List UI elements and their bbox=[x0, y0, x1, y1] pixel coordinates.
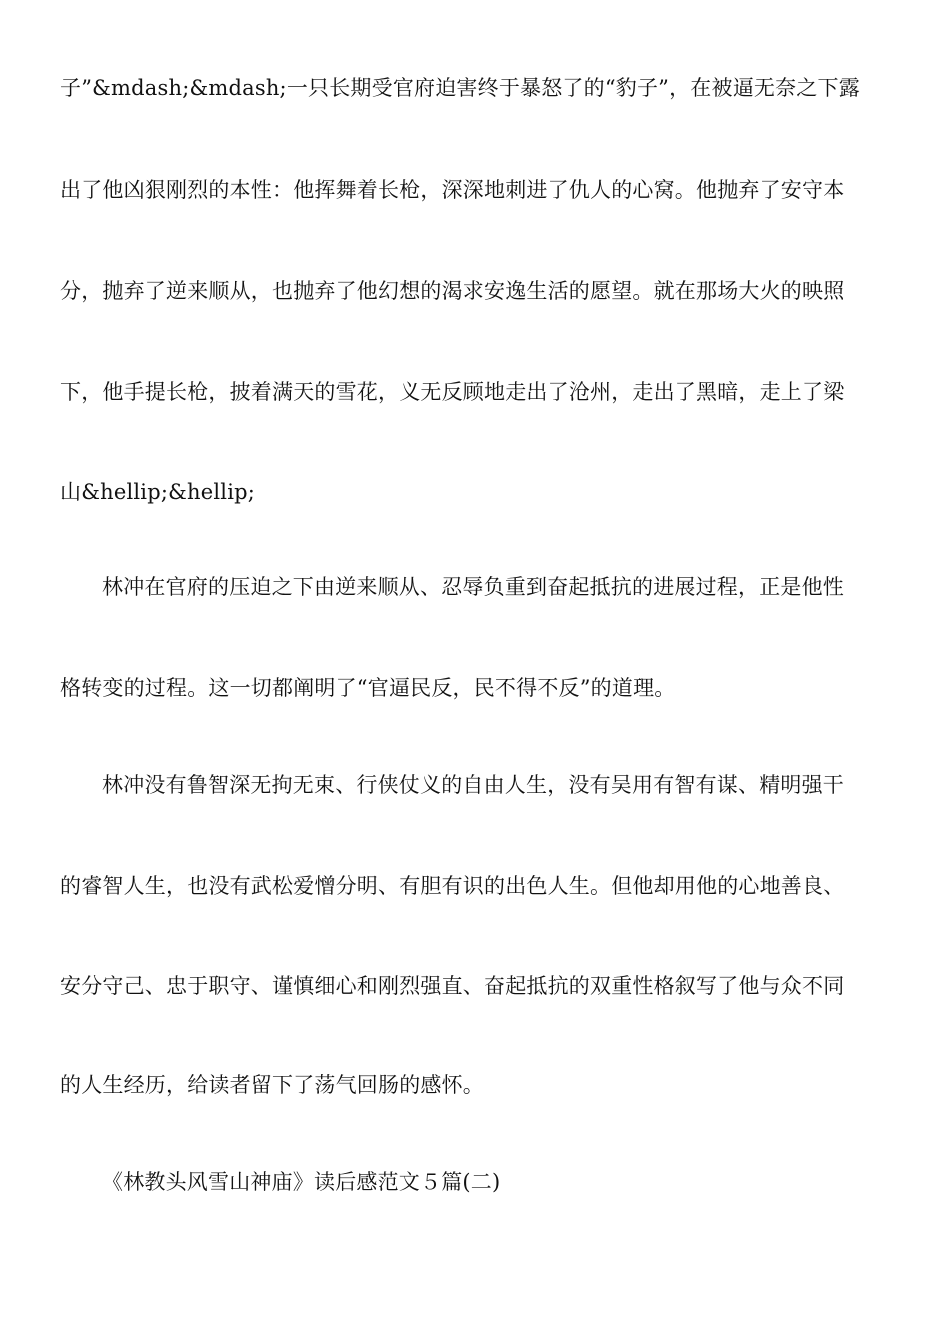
paragraph-line: 的睿智人生，也没有武松爱憎分明、有胆有识的出色人生。但他却用他的心地善良、 bbox=[60, 874, 845, 898]
paragraph-line: 格转变的过程。这一切都阐明了“官逼民反，民不得不反”的道理。 bbox=[60, 676, 676, 700]
paragraph-line: 林冲没有鲁智深无拘无束、行侠仗义的自由人生，没有吴用有智有谋、精明强干 bbox=[102, 773, 844, 797]
paragraph-line: 分，抛弃了逆来顺从，也抛弃了他幻想的渴求安逸生活的愿望。就在那场大火的映照 bbox=[60, 279, 845, 303]
section-heading: 《林教头风雪山神庙》读后感范文５篇(二) bbox=[102, 1170, 501, 1194]
paragraph-line: 出了他凶狠刚烈的本性：他挥舞着长枪，深深地刺进了仇人的心窝。他抛弃了安守本 bbox=[60, 178, 845, 202]
paragraph-line: 安分守己、忠于职守、谨慎细心和刚烈强直、奋起抵抗的双重性格叙写了他与众不同 bbox=[60, 974, 845, 998]
paragraph-line: 林冲在官府的压迫之下由逆来顺从、忍辱负重到奋起抵抗的进展过程，正是他性 bbox=[102, 575, 844, 599]
paragraph-line: 山&hellip;&hellip; bbox=[60, 480, 256, 504]
paragraph-line: 的人生经历，给读者留下了荡气回肠的感怀。 bbox=[60, 1073, 484, 1097]
paragraph-line: 下，他手提长枪，披着满天的雪花，义无反顾地走出了沧州，走出了黑暗，走上了梁 bbox=[60, 380, 845, 404]
paragraph-line: 子”&mdash;&mdash;一只长期受官府迫害终于暴怒了的“豹子”，在被逼无奈之下露 bbox=[60, 76, 860, 100]
